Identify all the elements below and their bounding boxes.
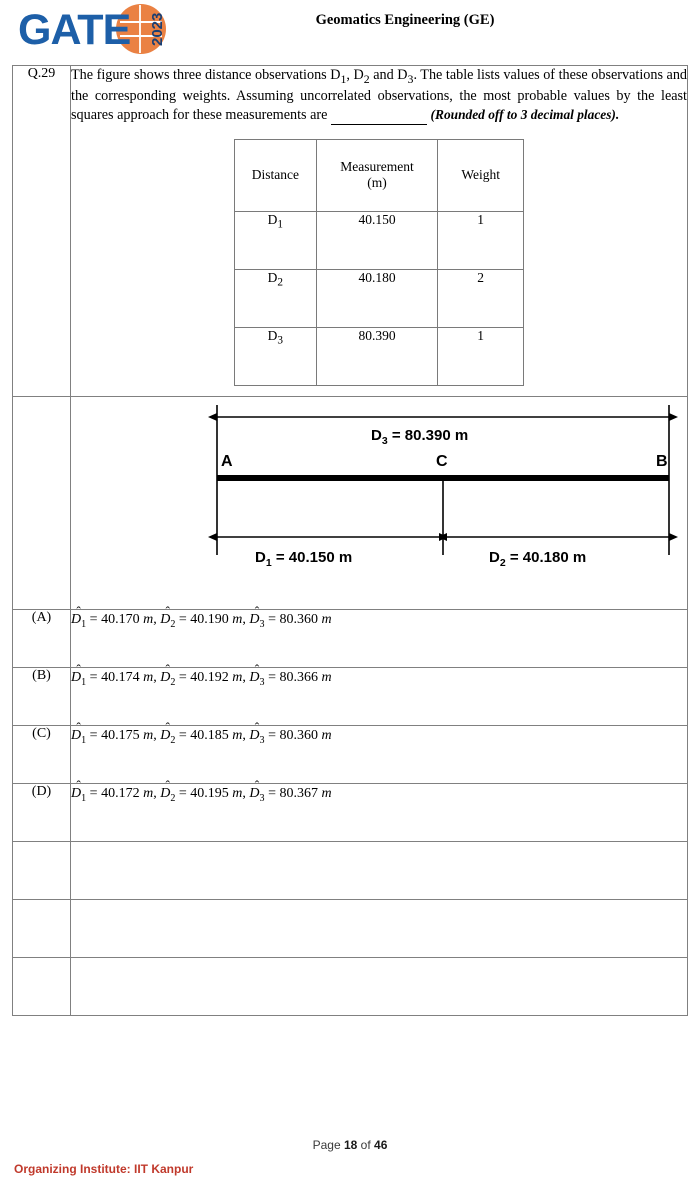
- mpv-symbol: $D_3$: [249, 728, 264, 743]
- empty-row: [13, 957, 688, 1015]
- hat-accent-icon: [71, 778, 86, 794]
- logo-year: 2023: [149, 12, 166, 46]
- page-number: [0, 1138, 700, 1152]
- question-text-part1: The figure shows three distance observations D: [71, 67, 341, 83]
- answer-blank: [331, 113, 427, 125]
- distance-subscript: 1: [277, 218, 284, 231]
- option-b-value-2: 40.192: [190, 669, 229, 685]
- observations-table: [234, 139, 524, 386]
- point-label-b: B: [656, 452, 668, 470]
- cell-measurement: 80.390: [316, 327, 438, 385]
- distance-symbol: D: [267, 269, 278, 285]
- data-table-wrapper: [71, 125, 687, 396]
- option-body-b[interactable]: [71, 667, 688, 725]
- option-c-value-3: 80.360: [279, 727, 318, 743]
- option-text-a: $D_1 = 40.170$ m, $D_2 = 40.190$ m, $D_3 = 80.360$ m: [71, 612, 332, 627]
- question-content: [71, 66, 688, 397]
- cell-weight: 1: [438, 211, 524, 269]
- distance-symbol: D: [267, 327, 278, 343]
- hat-accent-icon: [249, 778, 264, 794]
- option-b-value-3: 80.366: [279, 669, 318, 685]
- d3-value: = 80.390 m: [391, 426, 469, 444]
- column-header-measurement-line1: Measurement: [340, 159, 414, 175]
- option-row-c[interactable]: [13, 725, 688, 783]
- hat-accent-icon: [71, 720, 86, 736]
- question-number: Q.29: [13, 66, 71, 397]
- cell-distance: [235, 269, 317, 327]
- hat-accent-icon: [249, 720, 264, 736]
- distance-subscript: 2: [277, 276, 284, 289]
- dimension-label-d2: [489, 549, 586, 569]
- option-a-value-3: 80.360: [279, 611, 318, 627]
- option-text-d: $D_1 = 40.172$ m, $D_2 = 40.195$ m, $D_3 = 80.367$ m: [71, 786, 332, 801]
- cell-weight: 2: [438, 269, 524, 327]
- d2-subscript: 2: [499, 556, 506, 569]
- question-sub-1: 1: [340, 71, 347, 86]
- page-prefix: Page: [312, 1138, 344, 1152]
- mpv-symbol: $D_1$: [71, 670, 86, 685]
- hat-accent-icon: [160, 778, 175, 794]
- empty-cell-body: [71, 957, 688, 1015]
- hat-accent-icon: [249, 662, 264, 678]
- dimension-label-d3: [371, 427, 468, 447]
- d3-symbol: D: [371, 426, 382, 444]
- page-current: 18: [343, 1138, 358, 1152]
- hat-accent-icon: [71, 604, 86, 620]
- cell-measurement: 40.180: [316, 269, 438, 327]
- diagram-cell: [71, 396, 688, 609]
- option-row-d[interactable]: [13, 783, 688, 841]
- column-header-measurement: [316, 139, 438, 211]
- mpv-symbol: $D_1$: [71, 786, 86, 801]
- point-label-c: C: [436, 452, 448, 470]
- distance-symbol: D: [267, 211, 278, 227]
- hat-accent-icon: [160, 662, 175, 678]
- empty-cell-label: [13, 957, 71, 1015]
- diagram-row: [13, 396, 688, 609]
- option-d-value-2: 40.195: [190, 785, 229, 801]
- hat-accent-icon: [160, 604, 175, 620]
- column-header-measurement-line2: (m): [367, 175, 387, 191]
- option-row-b[interactable]: [13, 667, 688, 725]
- page-total: 46: [374, 1138, 388, 1152]
- d1-symbol: D: [255, 548, 266, 566]
- table-row: [235, 211, 524, 269]
- option-body-a[interactable]: [71, 609, 688, 667]
- hat-accent-icon: [160, 720, 175, 736]
- option-row-a[interactable]: [13, 609, 688, 667]
- question-table: [12, 65, 688, 1016]
- question-sub-3: 3: [407, 71, 414, 86]
- option-label-d: (D): [13, 783, 71, 841]
- empty-cell-label: [13, 841, 71, 899]
- question-sub-2: 2: [363, 71, 370, 86]
- mpv-symbol: $D_2$: [160, 728, 175, 743]
- mpv-symbol: $D_3$: [249, 670, 264, 685]
- option-label-b: (B): [13, 667, 71, 725]
- d2-value: = 40.180 m: [509, 548, 587, 566]
- option-a-value-1: 40.170: [101, 611, 140, 627]
- question-text-part3: and D: [369, 67, 408, 83]
- cell-distance: [235, 211, 317, 269]
- cell-distance: [235, 327, 317, 385]
- option-text-c: $D_1 = 40.175$ m, $D_2 = 40.185$ m, $D_3 = 80.360$ m: [71, 728, 332, 743]
- option-text-b: $D_1 = 40.174$ m, $D_2 = 40.192$ m, $D_3 = 80.366$ m: [71, 670, 332, 685]
- mpv-symbol: $D_2$: [160, 612, 175, 627]
- page-header: [0, 0, 700, 65]
- organizing-institute: Organizing Institute: IIT Kanpur: [14, 1162, 194, 1176]
- question-text: [71, 66, 687, 125]
- question-rounding-note: (Rounded off to 3 decimal places).: [430, 107, 620, 123]
- empty-cell-body: [71, 899, 688, 957]
- option-body-c[interactable]: [71, 725, 688, 783]
- option-b-value-1: 40.174: [101, 669, 140, 685]
- option-c-value-1: 40.175: [101, 727, 140, 743]
- d3-subscript: 3: [381, 434, 388, 447]
- d1-value: = 40.150 m: [275, 548, 353, 566]
- cell-measurement: 40.150: [316, 211, 438, 269]
- option-label-c: (C): [13, 725, 71, 783]
- option-d-value-1: 40.172: [101, 785, 140, 801]
- distance-diagram: [71, 397, 687, 609]
- question-text-part4: . The table lists values of these observations and the corresponding weights. Assuming uncorrelated observations, the most probable values by the least squares approach for these measurements are: [71, 67, 688, 124]
- empty-row: [13, 841, 688, 899]
- page-footer: [0, 1138, 700, 1186]
- cell-weight: 1: [438, 327, 524, 385]
- dimension-label-d1: [255, 549, 352, 569]
- column-header-weight: Weight: [438, 139, 524, 211]
- page-title: Geomatics Engineering (GE): [315, 12, 495, 28]
- mpv-symbol: $D_3$: [249, 786, 264, 801]
- option-c-value-2: 40.185: [190, 727, 229, 743]
- point-label-a: A: [221, 452, 233, 470]
- option-body-d[interactable]: [71, 783, 688, 841]
- table-row: [235, 327, 524, 385]
- d1-subscript: 1: [265, 556, 272, 569]
- question-row: [13, 66, 688, 397]
- option-label-a: (A): [13, 609, 71, 667]
- diagram-row-label: [13, 396, 71, 609]
- mpv-symbol: $D_1$: [71, 612, 86, 627]
- table-row: [235, 269, 524, 327]
- page-mid: of: [357, 1138, 375, 1152]
- option-a-value-2: 40.190: [190, 611, 229, 627]
- column-header-distance: Distance: [235, 139, 317, 211]
- mpv-symbol: $D_3$: [249, 612, 264, 627]
- question-text-part2: , D: [346, 67, 364, 83]
- mpv-symbol: $D_2$: [160, 670, 175, 685]
- hat-accent-icon: [71, 662, 86, 678]
- table-header-row: [235, 139, 524, 211]
- empty-cell-body: [71, 841, 688, 899]
- mpv-symbol: $D_1$: [71, 728, 86, 743]
- empty-cell-label: [13, 899, 71, 957]
- hat-accent-icon: [249, 604, 264, 620]
- distance-subscript: 3: [277, 334, 284, 347]
- gate-logo: [18, 2, 183, 58]
- mpv-symbol: $D_2$: [160, 786, 175, 801]
- empty-row: [13, 899, 688, 957]
- logo-text: GATE: [18, 6, 131, 54]
- option-d-value-3: 80.367: [279, 785, 318, 801]
- d2-symbol: D: [489, 548, 500, 566]
